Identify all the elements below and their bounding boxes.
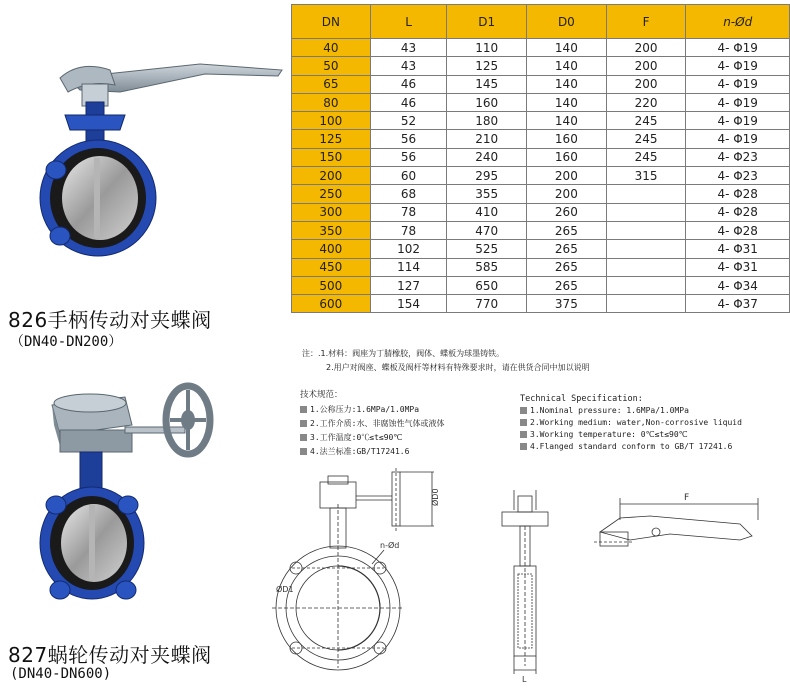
spec-en-block [520, 394, 785, 452]
table-row [292, 93, 790, 111]
spec-en-title: Technical Specification: [520, 394, 643, 404]
table-cell: 245 [606, 148, 686, 166]
spec-en-item [520, 440, 785, 452]
cell-dn: 300 [292, 203, 371, 221]
table-cell: 46 [370, 93, 447, 111]
table-row [292, 167, 790, 185]
table-cell: 125 [447, 57, 527, 75]
table-cell: 56 [370, 130, 447, 148]
table-row [292, 203, 790, 221]
label-d1: ØD1 [276, 585, 294, 594]
drawing-side-view [490, 490, 560, 686]
table-cell: 295 [447, 167, 527, 185]
table-cell: 114 [370, 258, 447, 276]
header-f: F [606, 5, 686, 39]
table-cell: 140 [527, 57, 607, 75]
table-cell: 140 [527, 39, 607, 57]
table-cell: 78 [370, 203, 447, 221]
table-cell: 160 [447, 93, 527, 111]
table-cell: 200 [606, 57, 686, 75]
table-cell: 245 [606, 112, 686, 130]
spec-cn-text: 2.工作介质:水、非腐蚀性气体或液体 [310, 418, 445, 428]
table-cell: 4- Φ23 [686, 167, 790, 185]
note-line-2: 2.用户对阀座、蝶板及阀杆等材料有特殊要求时，请在供货合同中加以说明 [326, 363, 590, 372]
table-cell: 140 [527, 93, 607, 111]
table-cell: 4- Φ34 [686, 276, 790, 294]
table-cell: 220 [606, 93, 686, 111]
cell-dn: 500 [292, 276, 371, 294]
table-cell: 355 [447, 185, 527, 203]
spec-cn-item [300, 416, 510, 430]
table-cell: 46 [370, 75, 447, 93]
table-cell: 4- Φ19 [686, 112, 790, 130]
table-cell: 200 [527, 167, 607, 185]
table-cell: 245 [606, 130, 686, 148]
table-cell [606, 203, 686, 221]
table-row [292, 75, 790, 93]
table-cell [606, 276, 686, 294]
spec-cn-item [300, 430, 510, 444]
spec-cn-item [300, 402, 510, 416]
table-cell: 470 [447, 221, 527, 239]
label-d0: ØD0 [431, 488, 440, 506]
table-row [292, 295, 790, 313]
table-cell: 145 [447, 75, 527, 93]
table-cell: 265 [527, 276, 607, 294]
spec-en-text: 1.Nominal pressure: 1.6MPa/1.0MPa [530, 405, 689, 415]
cell-dn: 65 [292, 75, 371, 93]
cell-dn: 350 [292, 221, 371, 239]
cell-dn: 40 [292, 39, 371, 57]
label-l: L [522, 675, 527, 684]
table-cell: 127 [370, 276, 447, 294]
bullet-icon [520, 443, 527, 450]
table-cell [606, 240, 686, 258]
spec-cn-item [300, 444, 510, 458]
table-body [292, 39, 790, 313]
header-d1: D1 [447, 5, 527, 39]
table-cell: 4- Φ19 [686, 75, 790, 93]
table-cell: 78 [370, 221, 447, 239]
table-cell: 52 [370, 112, 447, 130]
label-f: F [684, 493, 690, 503]
table-cell: 650 [447, 276, 527, 294]
drawing-lever-view [590, 490, 770, 560]
table-row [292, 130, 790, 148]
table-cell: 56 [370, 148, 447, 166]
cell-dn: 150 [292, 148, 371, 166]
cell-dn: 50 [292, 57, 371, 75]
table-cell: 102 [370, 240, 447, 258]
spec-en-item [520, 416, 785, 428]
header-d0: D0 [527, 5, 607, 39]
table-row [292, 57, 790, 75]
table-cell: 4- Φ23 [686, 148, 790, 166]
table-cell: 180 [447, 112, 527, 130]
spec-cn-title: 技术规范： [300, 390, 343, 400]
table-cell: 154 [370, 295, 447, 313]
spec-cn-text: 4.法兰标准:GB/T17241.6 [310, 446, 410, 456]
cell-dn: 600 [292, 295, 371, 313]
table-cell [606, 221, 686, 239]
table-row [292, 148, 790, 166]
product-photo-827 [30, 375, 230, 635]
table-cell: 4- Φ28 [686, 203, 790, 221]
bullet-icon [300, 406, 307, 413]
spec-cn-block [300, 388, 510, 458]
table-row [292, 112, 790, 130]
table-cell: 200 [606, 75, 686, 93]
spec-cn-text: 1.公称压力:1.6MPa/1.0MPa [310, 404, 420, 414]
table-cell: 60 [370, 167, 447, 185]
bullet-icon [300, 420, 307, 427]
bullet-icon [520, 407, 527, 414]
table-cell: 240 [447, 148, 527, 166]
table-cell: 4- Φ19 [686, 57, 790, 75]
table-header-row [292, 5, 790, 39]
table-cell [606, 258, 686, 276]
table-row [292, 276, 790, 294]
cell-dn: 80 [292, 93, 371, 111]
table-cell: 375 [527, 295, 607, 313]
table-cell: 200 [527, 185, 607, 203]
table-cell: 43 [370, 57, 447, 75]
table-cell: 160 [527, 130, 607, 148]
bullet-icon [520, 419, 527, 426]
table-cell: 770 [447, 295, 527, 313]
table-cell: 4- Φ37 [686, 295, 790, 313]
table-row [292, 258, 790, 276]
table-cell: 265 [527, 240, 607, 258]
table-cell: 140 [527, 112, 607, 130]
table-cell: 4- Φ28 [686, 221, 790, 239]
table-cell: 43 [370, 39, 447, 57]
spec-en-item [520, 428, 785, 440]
spec-cn-text: 3.工作温度:0℃≤t≤90℃ [310, 432, 403, 442]
table-cell: 210 [447, 130, 527, 148]
header-dn: DN [292, 5, 371, 39]
bullet-icon [300, 448, 307, 455]
table-cell [606, 185, 686, 203]
label-n-od: n-Ød [380, 541, 400, 550]
drawing-front-view [272, 468, 472, 686]
table-cell [606, 295, 686, 313]
cell-dn: 100 [292, 112, 371, 130]
spec-en-text: 3.Working temperature: 0℃≤t≤90℃ [530, 429, 688, 439]
table-cell: 4- Φ19 [686, 39, 790, 57]
table-row [292, 185, 790, 203]
table-cell: 110 [447, 39, 527, 57]
bullet-icon [520, 431, 527, 438]
product-827-range: (DN40-DN600) [10, 666, 112, 682]
table-cell: 4- Φ28 [686, 185, 790, 203]
product-photo-826 [20, 40, 290, 270]
table-cell: 4- Φ31 [686, 240, 790, 258]
spec-en-text: 2.Working medium: water,Non-corrosive liquid [530, 417, 742, 427]
bullet-icon [300, 434, 307, 441]
table-row [292, 240, 790, 258]
cell-dn: 125 [292, 130, 371, 148]
cell-dn: 200 [292, 167, 371, 185]
product-826-name: 826手柄传动对夹蝶阀 [8, 308, 212, 332]
table-cell: 68 [370, 185, 447, 203]
note-line-1: 注：.1.材料：阀座为丁腈橡胶，阀体、蝶板为球墨铸铁。 [302, 349, 505, 358]
spec-en-item [520, 404, 785, 416]
dimension-table [291, 4, 790, 313]
table-cell: 160 [527, 148, 607, 166]
product-827-name: 827蜗轮传动对夹蝶阀 [8, 643, 212, 667]
table-cell: 525 [447, 240, 527, 258]
table-cell: 140 [527, 75, 607, 93]
table-cell: 265 [527, 221, 607, 239]
cell-dn: 400 [292, 240, 371, 258]
cell-dn: 450 [292, 258, 371, 276]
table-cell: 4- Φ19 [686, 130, 790, 148]
table-cell: 585 [447, 258, 527, 276]
header-l: L [370, 5, 447, 39]
table-cell: 200 [606, 39, 686, 57]
spec-en-text: 4.Flanged standard conform to GB/T 17241.6 [530, 441, 733, 451]
table-row [292, 221, 790, 239]
product-826-range: （DN40-DN200） [10, 334, 123, 350]
table-cell: 4- Φ19 [686, 93, 790, 111]
header-n-od: n-Ød [686, 5, 790, 39]
table-cell: 4- Φ31 [686, 258, 790, 276]
table-row [292, 39, 790, 57]
table-cell: 410 [447, 203, 527, 221]
table-cell: 260 [527, 203, 607, 221]
cell-dn: 250 [292, 185, 371, 203]
table-cell: 315 [606, 167, 686, 185]
table-cell: 265 [527, 258, 607, 276]
